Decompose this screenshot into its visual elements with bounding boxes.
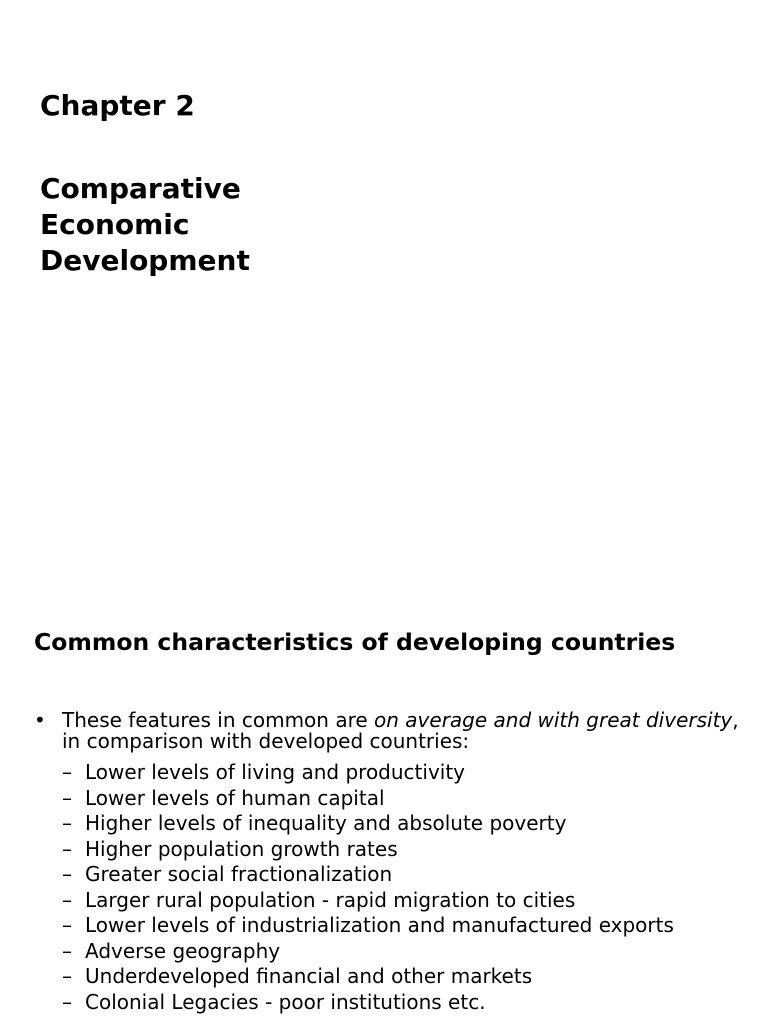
slide-characteristics — [0, 600, 768, 1024]
bullet-text-after: , in comparison with developed countries: — [62, 708, 739, 753]
list-item — [62, 990, 762, 1016]
list-item — [62, 939, 762, 965]
dash-marker: – — [62, 811, 72, 835]
dash-marker: – — [62, 938, 72, 963]
list-item-text: Greater social fractionalization — [85, 862, 393, 886]
list-item-text: Adverse geography — [85, 938, 281, 963]
list-item-text: Lower levels of living and productivity — [85, 760, 466, 784]
bullet-marker: • — [34, 708, 46, 732]
list-item — [62, 964, 762, 990]
main-bullet — [34, 708, 754, 1014]
slide-title: Common characteristics of developing countries — [34, 628, 676, 656]
dash-marker: – — [62, 887, 72, 912]
list-item — [62, 760, 762, 786]
list-item — [62, 811, 762, 837]
list-item-text: Higher population growth rates — [85, 836, 398, 861]
characteristics-list — [62, 760, 762, 1015]
list-item-text: Larger rural population - rapid migration to cities — [85, 887, 576, 912]
list-item-text: Higher levels of inequality and absolute poverty — [85, 811, 567, 835]
list-item-text: Lower levels of industrialization and manufactured exports — [85, 913, 674, 937]
list-item — [62, 862, 762, 888]
list-item — [62, 913, 762, 939]
dash-marker: – — [62, 862, 72, 886]
dash-marker: – — [62, 964, 72, 988]
list-item — [62, 837, 762, 863]
chapter-subtitle — [40, 171, 250, 279]
subtitle-line-2: Economic — [40, 208, 190, 241]
dash-marker: – — [62, 760, 72, 784]
subtitle-line-3: Development — [40, 244, 250, 277]
list-item-text: Lower levels of human capital — [85, 785, 385, 810]
dash-marker: – — [62, 785, 72, 810]
list-item — [62, 888, 762, 914]
list-item-text: Colonial Legacies - poor institutions etc. — [85, 989, 486, 1014]
dash-marker: – — [62, 989, 72, 1014]
dash-marker: – — [62, 836, 72, 861]
bullet-text-before: These features in common are — [62, 708, 375, 732]
bullet-text-emphasis: on average and with great diversity — [374, 708, 733, 732]
subtitle-line-1: Comparative — [40, 172, 241, 205]
chapter-title: Chapter 2 — [40, 89, 195, 122]
bullet-text — [62, 710, 754, 752]
list-item — [62, 786, 762, 812]
dash-marker: – — [62, 913, 72, 937]
list-item-text: Underdeveloped financial and other markets — [85, 964, 533, 988]
